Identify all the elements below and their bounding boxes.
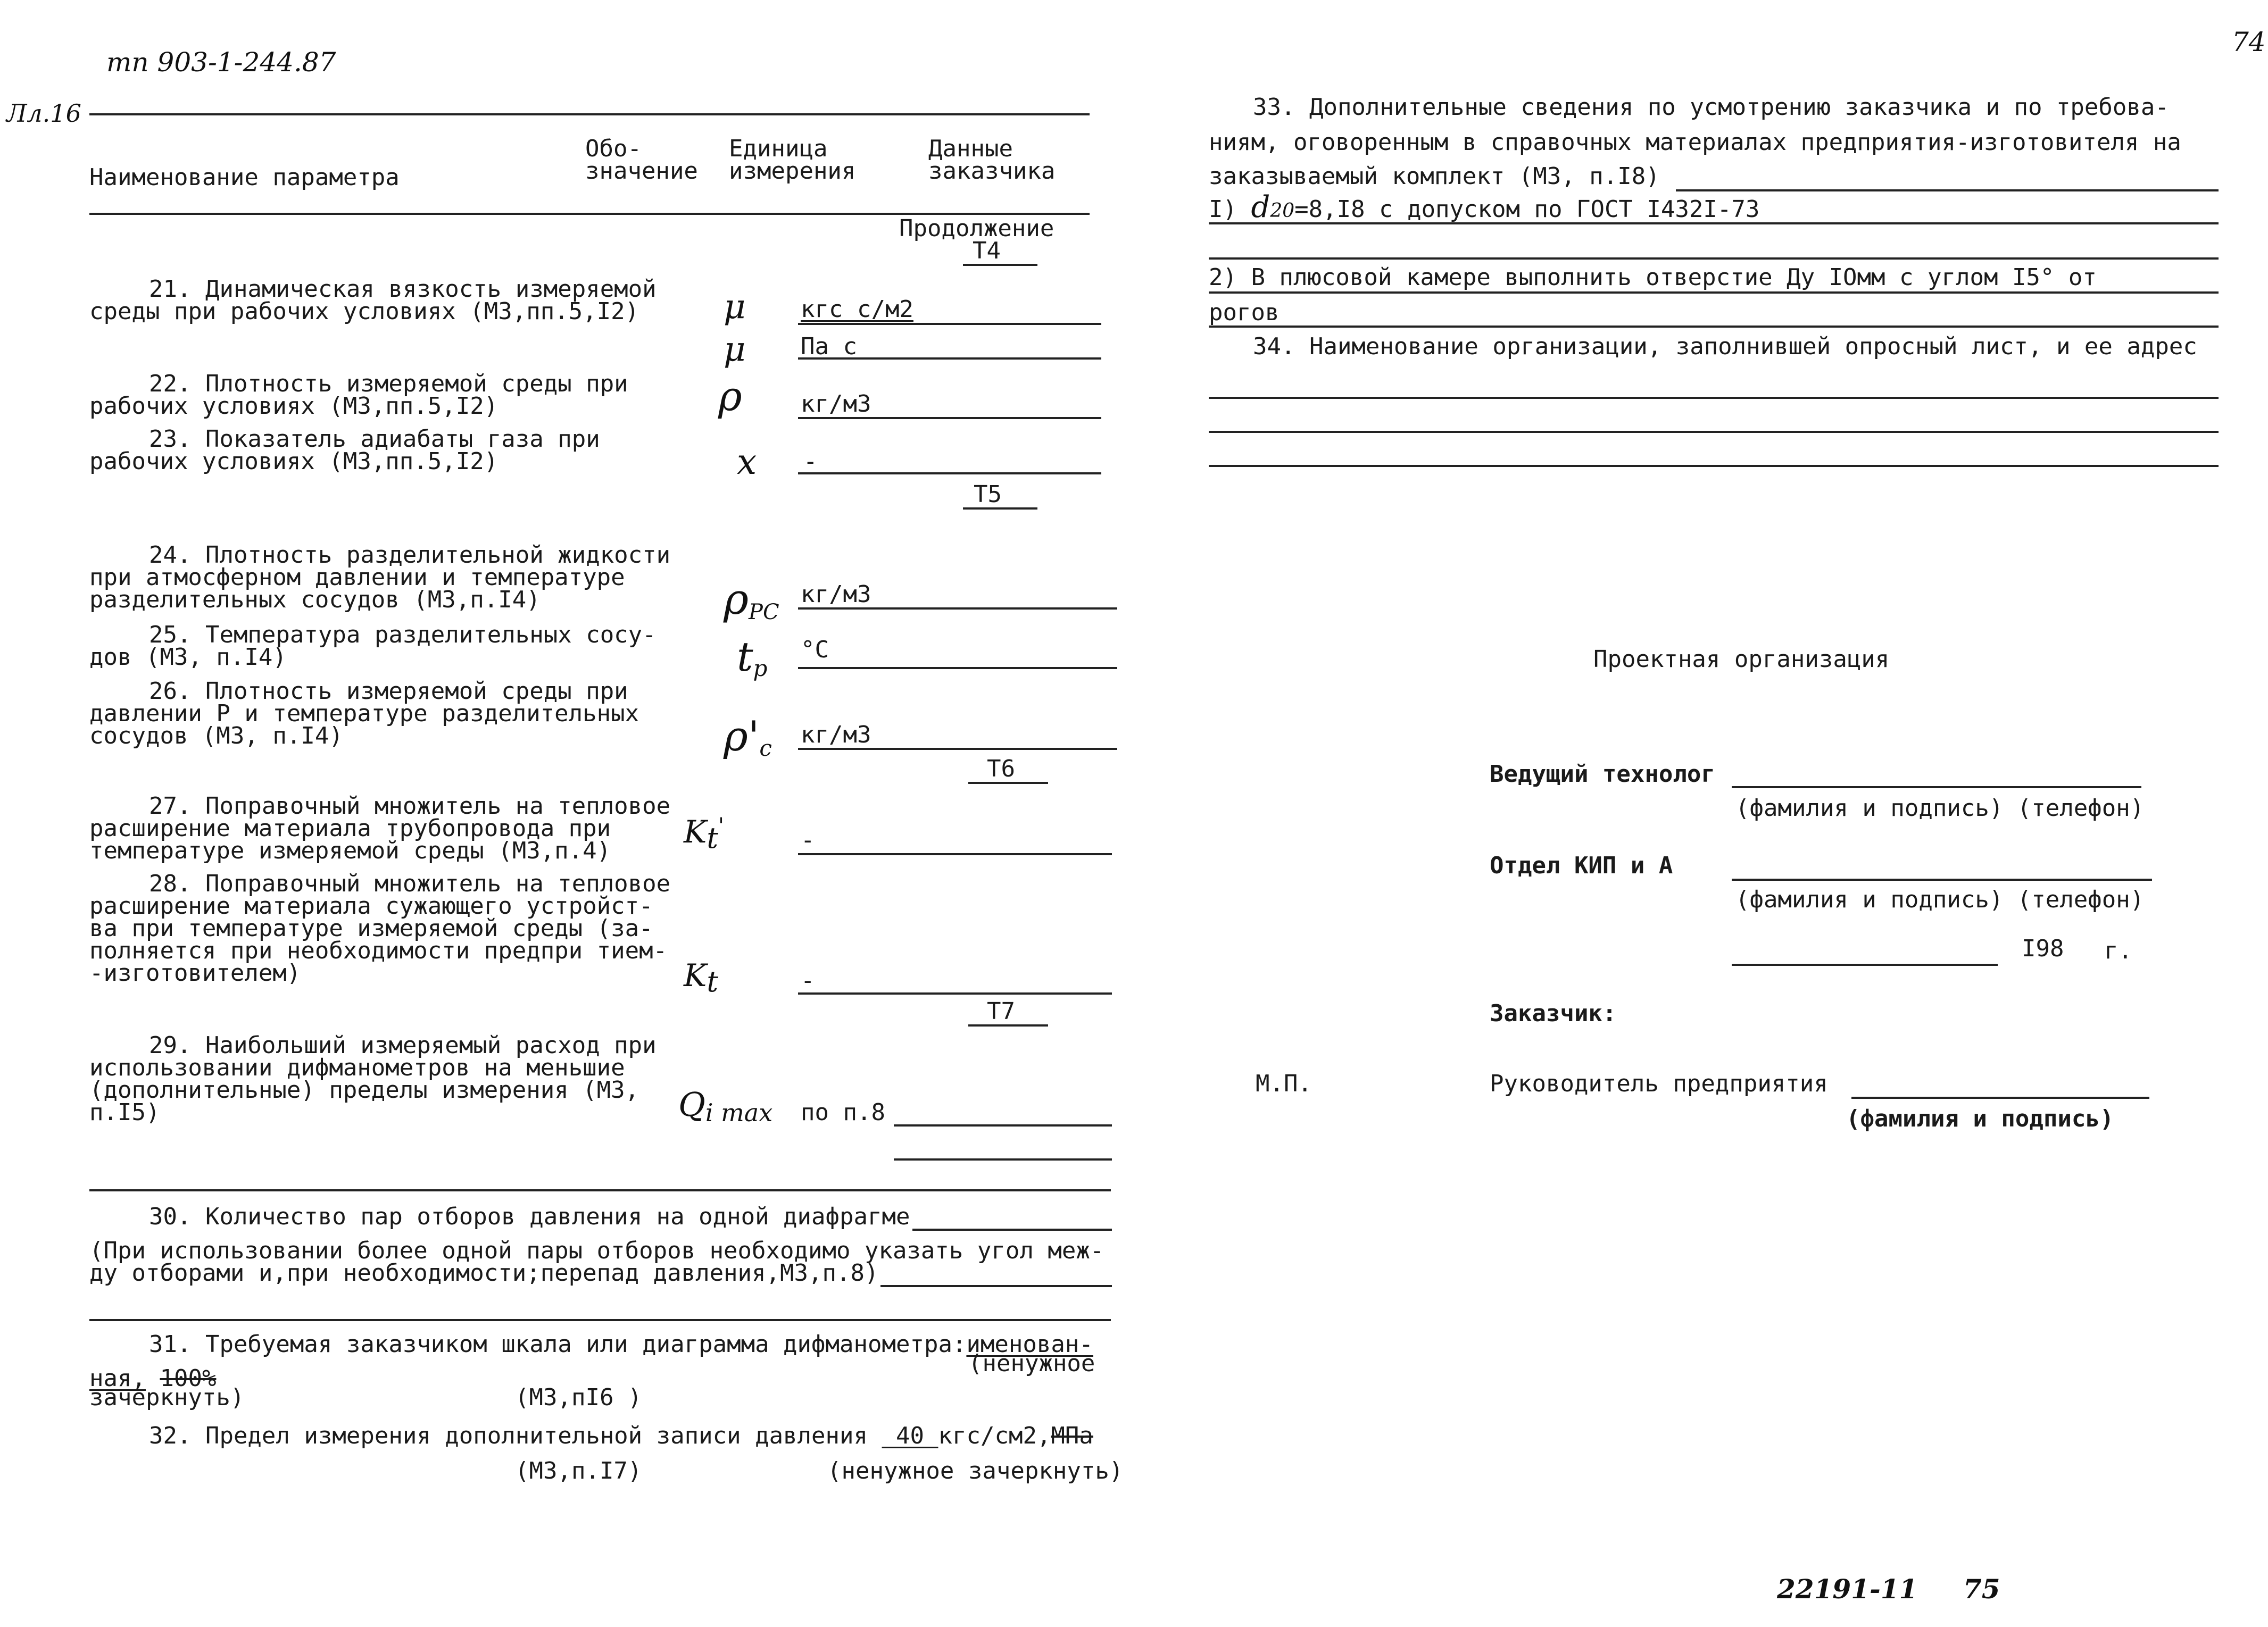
doc-code: тп 903-1-244.87 (106, 47, 336, 78)
p31-note-1: (ненужное (968, 1350, 1095, 1377)
p29-value-rule-2 (894, 1158, 1112, 1161)
year-suffix: г. (2104, 937, 2132, 964)
footer-code: 22191-11 (1777, 1573, 1918, 1605)
p33-item2-rule (1209, 291, 2219, 294)
p32-line1: 32. Предел измерения дополнительной записи давления 40 кгс/см2,МПа (149, 1422, 1093, 1449)
header-top-rule (89, 113, 1090, 115)
p29-unit: по п.8 (801, 1099, 885, 1126)
p24-unit-rule (798, 607, 1117, 610)
p26-unit: кг/м3 (801, 721, 871, 748)
p28-unit: - (801, 967, 815, 994)
section-rule-29 (89, 1189, 1111, 1191)
director-sign-line (1851, 1097, 2149, 1099)
p33-blank-rule (1209, 257, 2219, 260)
p21-line2: среды при рабочих условиях (МЗ,пп.5,I2) (89, 298, 639, 325)
stamp-label: М.П. (1256, 1070, 1312, 1097)
header-unit-1: Единица (729, 135, 828, 162)
p27-symbol: Kt' (684, 814, 725, 855)
p23-symbol: x (737, 441, 757, 482)
table-t5: Т5 (974, 481, 1002, 508)
p26-line1: 26. Плотность измеряемой среды при (149, 678, 628, 705)
lead-tech-label: Ведущий технолог (1490, 761, 1715, 788)
p29-line2: использовании дифманометров на меньшие (89, 1054, 625, 1081)
footer-page: 75 (1963, 1573, 2000, 1605)
p21-line1: 21. Динамическая вязкость измеряемой (149, 276, 657, 303)
p34-label: 34. Наименование организации, заполнившей опросный лист, и ее адрес (1253, 333, 2197, 360)
p21-symbol-1: μ (724, 287, 746, 327)
p24-symbol: $\rho_{PC}$ (724, 574, 779, 624)
t5-rule (963, 507, 1037, 510)
p26-symbol: $\rho'_c$ (724, 713, 772, 761)
year-label: I98 (2022, 935, 2064, 962)
header-customer-2: заказчика (928, 157, 1056, 185)
p30-fill-rule (912, 1229, 1112, 1231)
p33-line2: ниям, оговоренным в справочных материалах предприятия-изготовителя на (1209, 129, 2181, 156)
p27-unit-rule (798, 853, 1112, 855)
p25-unit: °C (801, 636, 829, 663)
p28-line4: полняется при необходимости предпри тием- (89, 937, 668, 964)
sheet-label: Лл.16 (6, 99, 81, 128)
p25-line1: 25. Температура разделительных сосу- (149, 621, 657, 648)
p30-line1: 30. Количество пар отборов давления на одной диафрагме (149, 1203, 910, 1230)
p26-line3: сосудов (МЗ, п.I4) (89, 722, 343, 749)
header-customer-1: Данные (928, 135, 1013, 162)
p31-struck: 100% (160, 1365, 217, 1392)
p24-line1: 24. Плотность разделительной жидкости (149, 541, 671, 569)
p24-line2: при атмосферном давлении и температуре (89, 564, 625, 591)
page-number: 74 (2232, 27, 2266, 57)
p25-line2: дов (МЗ, п.I4) (89, 644, 287, 671)
kip-dept-label: Отдел КИП и А (1490, 852, 1673, 879)
p22-unit: кг/м3 (801, 390, 871, 418)
p28-line2: расширение материала сужающего устройст- (89, 892, 653, 920)
header-designation-2: значение (585, 157, 698, 185)
p30-line2: (При использовании более одной пары отборов необходимо указать угол меж- (89, 1237, 1104, 1264)
p34-rule-3 (1209, 465, 2219, 467)
p29-value-rule-1 (894, 1124, 1112, 1127)
p28-unit-rule (798, 992, 1112, 995)
p21-unit-2-rule (798, 357, 1101, 360)
p33-item2: 2) В плюсовой камере выполнить отверстие Ду IOмм с углом I5° от (1209, 264, 2097, 291)
p29-line4: п.I5) (89, 1099, 160, 1126)
p31-fill-1: именован- (966, 1331, 1093, 1358)
t4-rule (963, 264, 1037, 266)
p27-line1: 27. Поправочный множитель на тепловое (149, 792, 671, 820)
p33-line1: 33. Дополнительные сведения по усмотрению заказчика и по требова- (1253, 94, 2169, 121)
t6-rule (968, 782, 1048, 784)
p33-item1-rule (1209, 222, 2219, 224)
p22-line2: рабочих условиях (МЗ,пп.5,I2) (89, 393, 499, 420)
p28-line5: -изготовителем) (89, 959, 301, 987)
p25-unit-rule (798, 667, 1117, 669)
p21-unit-1: кгс с/м2 (801, 296, 913, 323)
p29-symbol: $Q_{i max}$ (678, 1085, 773, 1127)
p28-symbol: Kt (684, 957, 719, 998)
p27-line2: расширение материала трубопровода при (89, 815, 611, 842)
p24-line3: разделительных сосудов (МЗ,п.I4) (89, 586, 541, 613)
lead-tech-caption: (фамилия и подпись) (телефон) (1735, 795, 2145, 822)
p32-note: (ненужное зачеркнуть) (827, 1457, 1124, 1484)
p21-unit-1-rule (798, 323, 1101, 325)
director-caption: (фамилия и подпись) (1846, 1105, 2114, 1132)
section-rule-30 (89, 1319, 1111, 1321)
p23-unit-rule (798, 472, 1101, 474)
table-t7: Т7 (987, 998, 1015, 1025)
p32-struck: МПа (1051, 1422, 1093, 1449)
table-t6: Т6 (987, 755, 1015, 782)
table-t4: Т4 (973, 237, 1001, 264)
p32-ref: (МЗ,п.I7) (515, 1457, 642, 1484)
p34-rule-1 (1209, 397, 2219, 399)
kip-dept-sign-line (1732, 879, 2152, 881)
p34-rule-2 (1209, 431, 2219, 433)
p33-item2b-rule (1209, 326, 2219, 328)
p27-line3: температуре измеряемой среды (МЗ,п.4) (89, 837, 611, 864)
p29-line1: 29. Наибольший измеряемый расход при (149, 1032, 657, 1059)
date-line (1732, 964, 1998, 966)
p22-unit-rule (798, 417, 1101, 419)
p28-line3: ва при температуре измеряемой среды (за- (89, 915, 653, 942)
design-org-label: Проектная организация (1593, 646, 1890, 673)
p21-unit-2: Па с (801, 333, 857, 360)
p26-unit-rule (798, 748, 1117, 750)
p27-unit: - (801, 827, 815, 854)
p21-symbol-2: μ (724, 330, 746, 369)
p33-line3: заказываемый комплект (МЗ, п.I8) (1209, 163, 1660, 190)
p30-fill-rule-2 (880, 1285, 1112, 1287)
p24-unit: кг/м3 (801, 581, 871, 608)
p23-line2: рабочих условиях (МЗ,пп.5,I2) (89, 448, 499, 475)
p31-line1: 31. Требуемая заказчиком шкала или диаграмма дифманометра:именован- (149, 1331, 1093, 1358)
header-unit-2: измерения (729, 157, 856, 185)
p26-line2: давлении Р и температуре разделительных (89, 700, 639, 727)
p23-line1: 23. Показатель адиабаты газа при (149, 425, 600, 453)
p25-symbol: $t_p$ (737, 633, 768, 681)
p33-item1: I) d20=8,I8 с допуском по ГОСТ I432I-73 (1209, 190, 1760, 224)
p22-symbol: ρ (718, 372, 742, 420)
p29-line3: (дополнительные) пределы измерения (МЗ, (89, 1077, 639, 1104)
p32-value: 40 (896, 1422, 924, 1449)
customer-label: Заказчик: (1490, 1000, 1617, 1027)
p31-note-2: зачеркнуть) (89, 1384, 245, 1411)
p28-line1: 28. Поправочный множитель на тепловое (149, 870, 671, 897)
p30-line3: ду отборами и,при необходимости;перепад давления,МЗ,п.8) (89, 1259, 879, 1287)
p33-line3-rule (1676, 189, 2219, 191)
lead-tech-sign-line (1732, 786, 2141, 788)
kip-dept-caption: (фамилия и подпись) (телефон) (1735, 886, 2145, 913)
p33-item2b: рогов (1209, 299, 1280, 326)
director-label: Руководитель предприятия (1490, 1070, 1828, 1097)
continuation-label: Продолжение (899, 215, 1054, 242)
t7-rule (968, 1024, 1048, 1027)
p23-unit: - (803, 448, 818, 475)
header-param-name: Наименование параметра (89, 164, 400, 191)
p22-line1: 22. Плотность измеряемой среды при (149, 370, 628, 397)
header-designation-1: Обо- (585, 135, 642, 162)
p31-fill-2: ная, 100% (89, 1365, 217, 1392)
p31-ref: (МЗ,пI6 ) (515, 1384, 642, 1411)
